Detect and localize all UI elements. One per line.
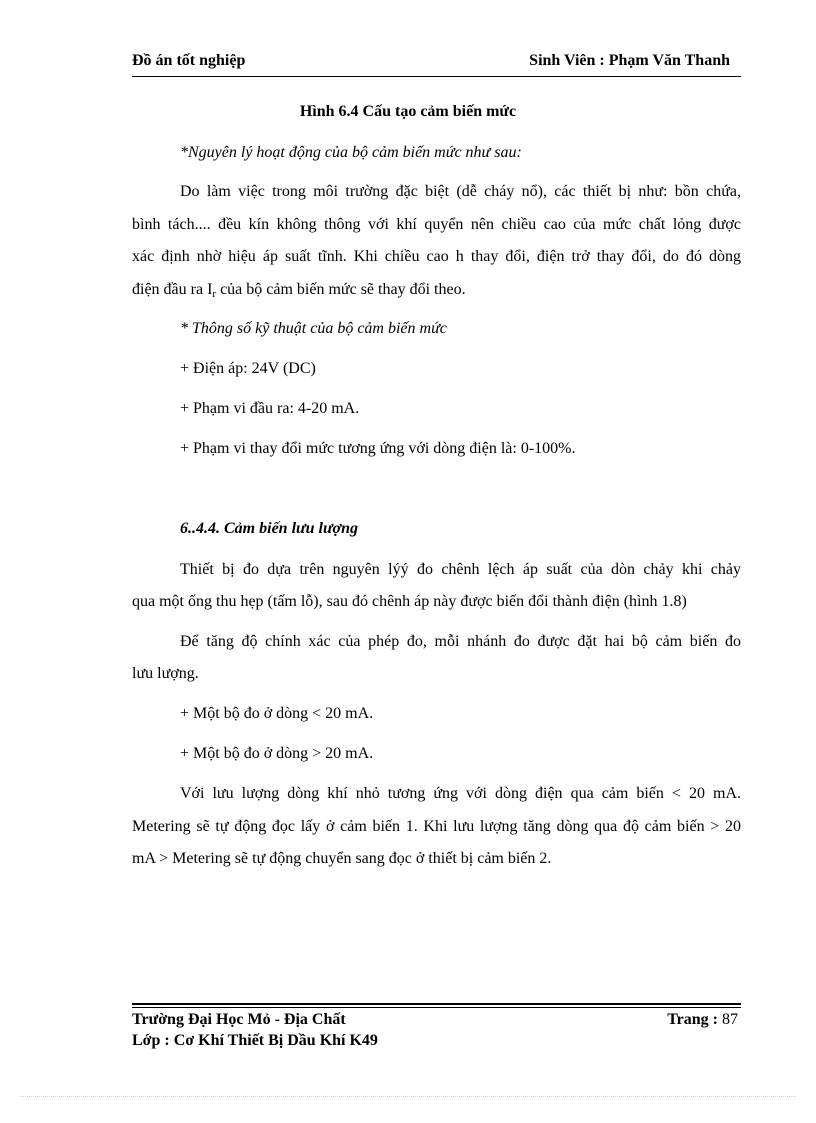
para-line: lưu lượng. (132, 665, 199, 682)
footer-class: Lớp : Cơ Khí Thiết Bị Dầu Khí K49 (132, 1032, 378, 1049)
para-line: Metering sẽ tự động đọc lấy ở cảm biến 1. Khi lưu lượng tăng dòng qua độ cảm biến > 20 (132, 818, 741, 835)
para-line: Do làm việc trong môi trường đặc biệt (dễ cháy nổ), các thiết bị như: bồn chứa, (180, 183, 741, 200)
para-line: xác định nhờ hiệu áp suất tĩnh. Khi chiều cao h thay đổi, điện trở thay đổi, do đó dòng (132, 248, 741, 265)
spec-item: + Phạm vi thay đổi mức tương ứng với dòng điện là: 0-100%. (180, 440, 576, 457)
footer-page (667, 1011, 738, 1029)
principle-intro: *Nguyên lý hoạt động của bộ cảm biến mức như sau: (180, 144, 522, 161)
spec-heading: * Thông số kỹ thuật của bộ cảm biến mức (180, 320, 447, 337)
page-label: Trang : (667, 1011, 718, 1028)
para-line: Thiết bị đo dựa trên nguyên lýý đo chênh lệch áp suất của dòn chảy khi chảy (180, 561, 741, 578)
footer-school: Trường Đại Học Mỏ - Địa Chất (132, 1011, 346, 1028)
spec-item: + Điện áp: 24V (DC) (180, 360, 316, 377)
para-last-a: điện đầu ra I (132, 281, 213, 298)
header-left: Đồ án tốt nghiệp (132, 52, 246, 69)
header-right: Sinh Viên : Phạm Văn Thanh (529, 52, 730, 69)
section-heading: 6..4.4. Cảm biến lưu lượng (180, 520, 359, 537)
current-subscript: r (212, 288, 217, 300)
para-last-b: của bộ cảm biến mức sẽ thay đổi theo. (216, 281, 466, 298)
figure-caption: Hình 6.4 Cấu tạo cảm biến mức (299, 103, 517, 120)
para-line: qua một ống thu hẹp (tấm lỗ), sau đó chênh áp này được biến đổi thành điện (hình 1.8) (132, 593, 687, 610)
para-line: bình tách.... đều kín không thông với khí quyển nên chiều cao của mức chất lỏng được (132, 216, 741, 233)
flow-bullet: + Một bộ đo ở dòng < 20 mA. (180, 705, 374, 722)
page-border-line (20, 1096, 796, 1097)
page-number: 87 (722, 1011, 738, 1028)
para-line: mA > Metering sẽ tự động chuyển sang đọc ở thiết bị cảm biến 2. (132, 850, 552, 867)
para-last-line (132, 281, 466, 300)
spec-item: + Phạm vi đầu ra: 4-20 mA. (180, 400, 360, 417)
para-line: Để tăng độ chính xác của phép đo, mỗi nhánh đo được đặt hai bộ cảm biến đo (180, 633, 741, 650)
flow-bullet: + Một bộ đo ở dòng > 20 mA. (180, 745, 374, 762)
header-rule (132, 76, 741, 77)
para-line: Với lưu lượng dòng khí nhỏ tương ứng với dòng điện qua cảm biến < 20 mA. (180, 785, 741, 802)
footer-rule-bottom (132, 1007, 741, 1008)
footer-rule-top (132, 1003, 741, 1005)
